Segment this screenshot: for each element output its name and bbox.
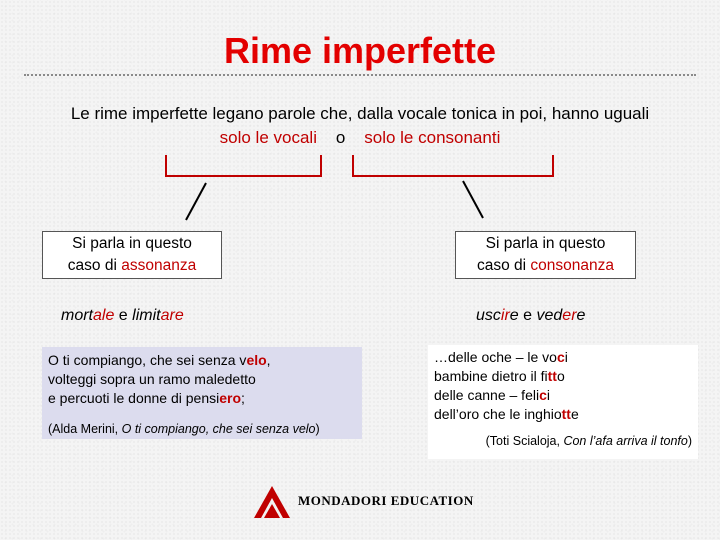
consonance-term: consonanza <box>530 257 614 274</box>
quote-source <box>434 432 692 451</box>
quote-text: O ti compiango, che sei senza v <box>48 352 247 368</box>
example-conjunction: e <box>518 307 537 324</box>
quote-source <box>48 420 356 439</box>
consonance-example <box>476 307 585 325</box>
assonance-box-line1: Si parla in questo <box>72 235 192 252</box>
consonance-box-line1: Si parla in questo <box>485 235 606 252</box>
quote-line <box>48 351 356 370</box>
source-title: Con l’afa arriva il tonfo <box>563 434 688 448</box>
quote-rhyme: elo <box>246 352 267 368</box>
example-rhyme-part: are <box>160 307 184 324</box>
quote-text: bambine dietro il fi <box>434 368 548 384</box>
source-title: O ti compiango, che sei senza velo <box>121 422 316 436</box>
quote-line <box>434 367 692 386</box>
publisher-logo <box>250 482 480 520</box>
intro-line: Le rime imperfette legano parole che, dalla vocale tonica in poi, hanno uguali <box>70 104 650 123</box>
assonance-term: assonanza <box>121 257 197 274</box>
quote-text: e <box>570 406 579 422</box>
quote-rhyme: c <box>539 387 547 403</box>
source-close: ) <box>687 434 692 448</box>
example-word: ved <box>536 307 563 324</box>
consonance-box-prefix: caso di <box>476 257 531 274</box>
quote-text: e percuoti le donne di pensi <box>48 390 220 406</box>
option-vowels: solo le vocali <box>219 128 317 147</box>
merini-quote <box>42 347 362 439</box>
example-word: usc <box>476 307 501 324</box>
consonance-box-line2 <box>456 255 635 277</box>
source-open: (Alda Merini, <box>48 422 122 436</box>
quote-text: ; <box>241 390 245 406</box>
assonance-box-prefix: caso di <box>67 257 122 274</box>
example-word-end: e <box>576 307 586 324</box>
quote-text: , <box>266 352 271 368</box>
quote-text: o <box>556 368 565 384</box>
connector-right <box>463 181 483 218</box>
scialoja-quote <box>428 345 698 459</box>
quote-line: volteggi sopra un ramo maledetto <box>48 371 256 387</box>
quote-line <box>434 348 692 367</box>
option-consonants: solo le consonanti <box>364 128 501 147</box>
example-rhyme-part: ir <box>500 307 510 324</box>
quote-text: …delle oche – le vo <box>434 349 557 365</box>
quote-text: delle canne – feli <box>434 387 540 403</box>
quote-text: i <box>546 387 550 403</box>
example-word: mort <box>61 307 93 324</box>
logo-mark-icon <box>250 482 294 520</box>
source-open: (Toti Scialoja, <box>485 434 564 448</box>
example-rhyme-part: ale <box>93 307 115 324</box>
assonance-box <box>42 231 222 279</box>
quote-rhyme: tt <box>547 368 557 384</box>
example-conjunction: e <box>114 307 133 324</box>
quote-text: i <box>564 349 568 365</box>
example-word: limit <box>132 307 161 324</box>
consonance-box <box>455 231 636 279</box>
quote-line <box>434 386 692 405</box>
example-word-end: e <box>509 307 519 324</box>
example-rhyme-part: er <box>562 307 577 324</box>
quote-rhyme: c <box>556 349 565 365</box>
source-close: ) <box>315 422 320 436</box>
quote-line <box>48 389 356 408</box>
quote-rhyme: ero <box>219 390 242 406</box>
quote-text: dell’oro che le inghio <box>434 406 562 422</box>
assonance-example <box>61 307 184 325</box>
option-separator: o <box>335 128 346 147</box>
assonance-box-line2 <box>43 255 221 277</box>
logo-text: MONDADORI EDUCATION <box>298 493 474 508</box>
slide-title: Rime imperfette <box>223 30 497 71</box>
quote-line <box>434 405 692 424</box>
quote-rhyme: tt <box>561 406 571 422</box>
connector-left <box>186 183 206 220</box>
